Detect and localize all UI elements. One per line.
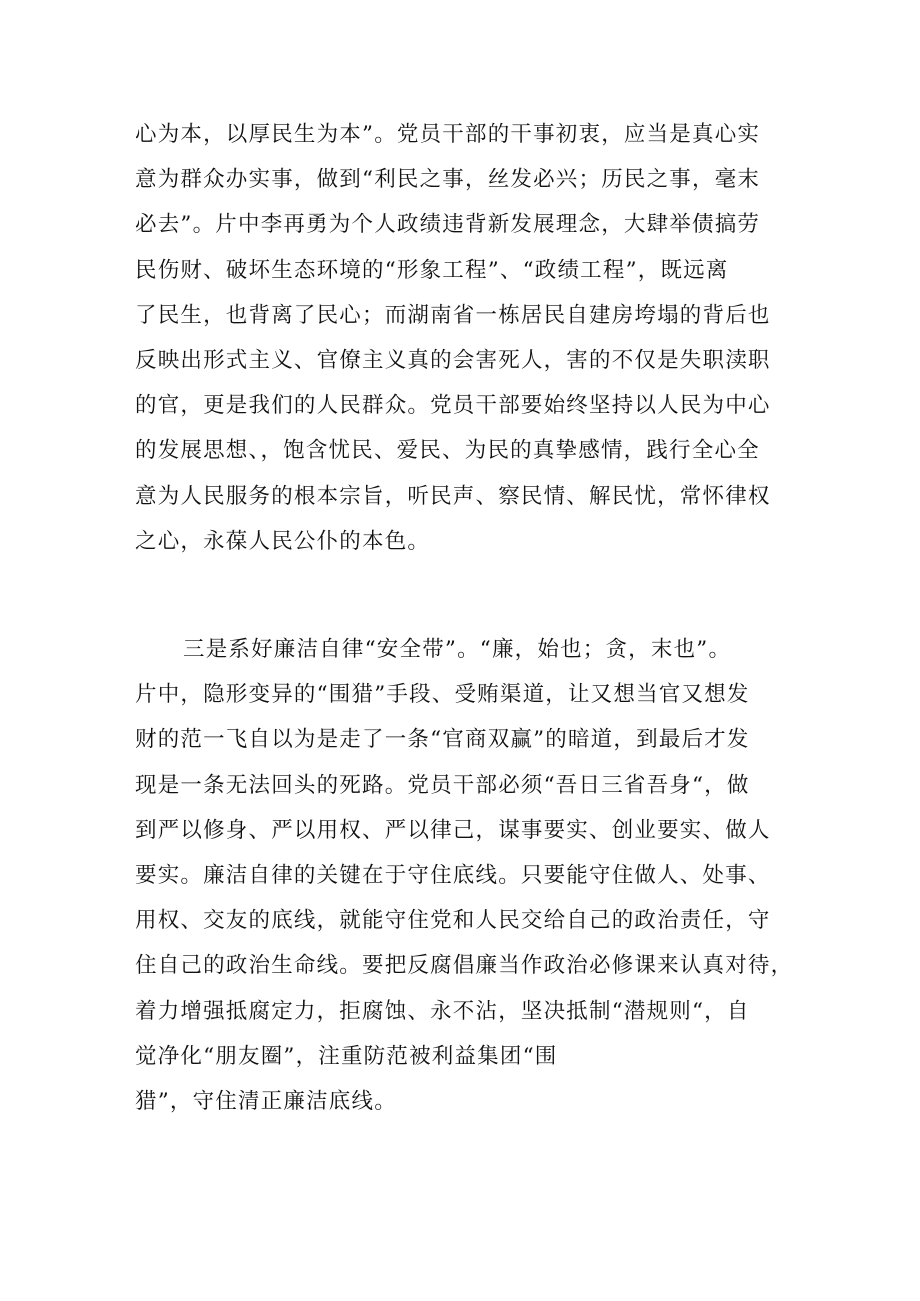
text-line: 现是一条无法回头的死路。党员干部必须“吾日三省吾身“，做 [135,772,750,798]
text-line: 要实。廉洁自律的关键在于守住底线。只要能守住做人、处事、 [135,862,771,888]
text-line: 心为本，以厚民生为本”。党员干部的干事初衷，应当是真心实 [135,122,761,147]
text-line: 反映出形式主义、官僚主义真的会害死人，害的不仅是失职渎职 [135,347,771,373]
text-line: 民伤财、破坏生态环境的“形象工程”、“政绩工程”，既远离 [135,257,729,283]
text-line: 的官，更是我们的人民群众。党员干部要始终坚持以人民为中心 [135,393,771,419]
text-line-indented: 三是系好廉洁自律“安全带”。“廉，始也；贪，末也”。 [183,637,732,662]
text-line: 必去”。片中李再勇为个人政绩违背新发展理念，大肆举债搞劳 [135,212,761,238]
text-line: 着力增强抵腐定力，拒腐蚀、永不沾，坚决抵制“潜规则“，自 [135,998,750,1024]
paragraph-integrity-self-discipline [135,627,795,1124]
text-line: 片中，隐形变异的“围猎”手段、受贿渠道，让又想当官又想发 [135,682,750,708]
text-line: 猎”，守住清正廉洁底线。 [135,1088,397,1114]
text-line: 财的范一飞自以为是走了一条“官商双赢”的暗道，到最后才发 [135,727,750,753]
text-line: 意为群众办实事，做到“利民之事，丝发必兴；历民之事，毫末 [135,167,761,193]
text-line: 到严以修身、严以用权、严以律己，谋事要实、创业要实、做人 [135,817,771,843]
text-line: 用权、交友的底线，就能守住党和人民交给自己的政治责任，守 [135,908,771,934]
text-line: 意为人民服务的根本宗旨，听民声、察民情、解民忧，常怀律权 [135,483,771,509]
text-line: 了民生，也背离了民心；而湖南省一栋居民自建房垮塌的背后也 [135,302,771,328]
text-line: 觉净化“朋友圈”，注重防范被利益集团“围 [135,1043,558,1069]
text-line: 之心，永葆人民公仆的本色。 [135,528,431,554]
paragraph-people-centered [135,112,795,564]
text-line: 的发展思想、，饱含忧民、爱民、为民的真挚感情，践行全心全 [135,438,760,464]
text-line: 住自己的政治生命线。要把反腐倡廉当作政治必修课来认真对待， [135,953,794,979]
